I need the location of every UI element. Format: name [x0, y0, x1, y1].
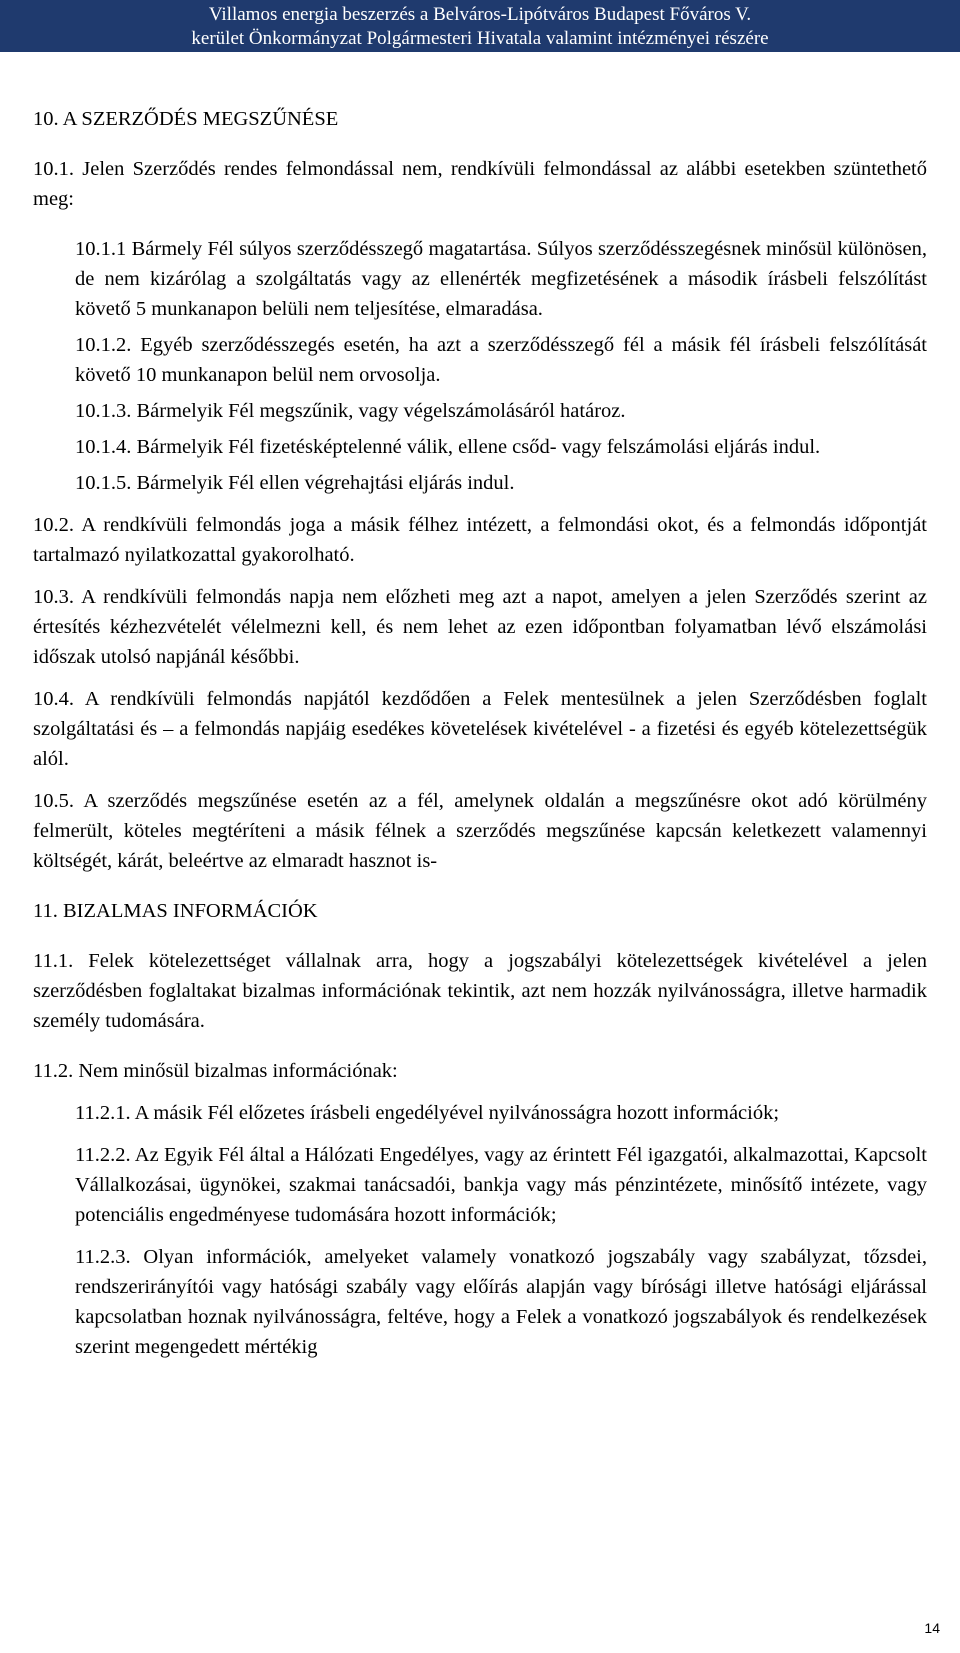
- paragraph-10-1-5: 10.1.5. Bármelyik Fél ellen végrehajtási eljárás indul.: [75, 472, 515, 494]
- paragraph-10-1-4: 10.1.4. Bármelyik Fél fizetésképtelenné válik, ellene csőd- vagy felszámolási eljárás indul.: [75, 436, 821, 458]
- paragraph-10-1-3: 10.1.3. Bármelyik Fél megszűnik, vagy végelszámolásáról határoz.: [75, 400, 626, 422]
- paragraph-11-2: 11.2. Nem minősül bizalmas információnak:: [33, 1060, 398, 1082]
- paragraph-11-1: 11.1. Felek kötelezettséget vállalnak arra, hogy a jogszabályi kötelezettségek kivételével a jelen szerződésben foglaltakat bizalmas információnak tekintik, azt nem hozzák nyilvánosságra, illetve harmadik személy tudomására.: [33, 950, 927, 1032]
- header-line-1: Villamos energia beszerzés a Belváros-Lipótváros Budapest Főváros V.: [208, 4, 752, 25]
- paragraph-11-2-3: 11.2.3. Olyan információk, amelyeket valamely vonatkozó jogszabály vagy szabályzat, tőzsdei, rendszerirányítói vagy hatósági szabály vagy előírás alapján vagy bírósági illetve hatósági eljárással kapcsolatban hoznak nyilvánosságra, feltéve, hogy a Felek a vonatkozó jogszabályok és rendelkezések szerint megengedett mértékig: [75, 1246, 927, 1358]
- section-10-heading: 10. A SZERZŐDÉS MEGSZŰNÉSE: [33, 108, 339, 130]
- paragraph-11-2-2: 11.2.2. Az Egyik Fél által a Hálózati Engedélyes, vagy az érintett Fél igazgatói, alkalmazottai, Kapcsolt Vállalkozásai, ügynökei, szakmai tanácsadói, bankja vagy más pénzintézete, minősítő intézete, vagy potenciális engedményese tudomására hozott információk;: [75, 1144, 927, 1226]
- paragraph-10-1-1: 10.1.1 Bármely Fél súlyos szerződésszegő magatartása. Súlyos szerződésszegésnek minősül különösen, de nem kizárólag a szolgáltatás vagy az ellenérték megfizetésének a második írásbeli felszólítást követő 5 munkanapon belüli nem teljesítése, elmaradása.: [75, 238, 927, 320]
- paragraph-10-3: 10.3. A rendkívüli felmondás napja nem előzheti meg azt a napot, amelyen a jelen Szerződés szerint az értesítés kézhezvételét vélelmezni kell, és nem lehet az ezen időpontban folyamatban lévő elszámolási időszak utolsó napjánál későbbi.: [33, 586, 927, 668]
- section-11-heading: 11. BIZALMAS INFORMÁCIÓK: [33, 900, 318, 922]
- paragraph-10-4: 10.4. A rendkívüli felmondás napjától kezdődően a Felek mentesülnek a jelen Szerződésben foglalt szolgáltatási és – a felmondás napjáig esedékes követelések kivételével - a fizetési és egyéb kötelezettségük alól.: [33, 688, 927, 770]
- paragraph-10-2: 10.2. A rendkívüli felmondás joga a másik félhez intézett, a felmondási okot, és a felmondás időpontját tartalmazó nyilatkozattal gyakorolható.: [33, 514, 927, 566]
- paragraph-11-2-1: 11.2.1. A másik Fél előzetes írásbeli engedélyével nyilvánosságra hozott információk;: [75, 1102, 780, 1124]
- paragraph-10-1-2: 10.1.2. Egyéb szerződésszegés esetén, ha azt a szerződésszegő fél a másik fél írásbeli felszólítását követő 10 munkanapon belül nem orvosolja.: [75, 334, 927, 386]
- paragraph-10-1: 10.1. Jelen Szerződés rendes felmondással nem, rendkívüli felmondással az alábbi esetekben szüntethető meg:: [33, 158, 927, 210]
- paragraph-10-5: 10.5. A szerződés megszűnése esetén az a fél, amelynek oldalán a megszűnésre okot adó körülmény felmerült, köteles megtéríteni a másik félnek a szerződés megszűnése kapcsán keletkezett valamennyi költségét, kárát, beleértve az elmaradt hasznot is-: [33, 790, 927, 872]
- header-line-2: kerület Önkormányzat Polgármesteri Hivatala valamint intézményei részére: [191, 28, 769, 49]
- document-header: [0, 0, 960, 52]
- page-number: 14: [924, 1620, 940, 1636]
- document-body: [33, 104, 927, 1362]
